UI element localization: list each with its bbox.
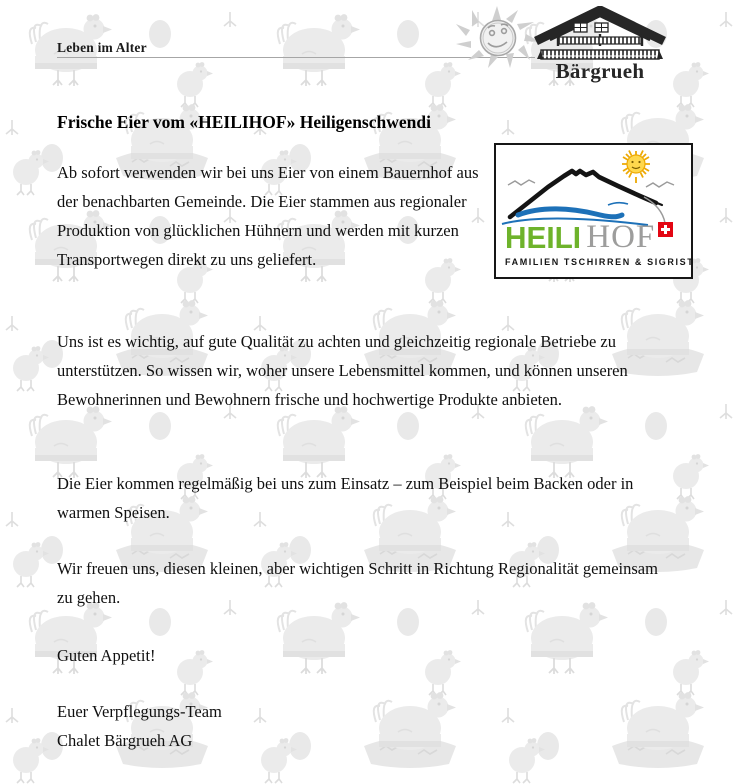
heilihof-logo [494,143,693,279]
signature-company: Chalet Bärgrueh AG [57,731,193,750]
heilihof-wordmark-heili: HEILI [505,220,582,255]
heilihof-wordmark [505,221,673,255]
chalet-house-icon [533,6,667,64]
paragraph-2: Uns ist es wichtig, auf gute Qualität zu achten und gleichzeitig regionale Betriebe zu unterstützen. So wissen wir, woher unsere Lebensmittel kommen, und können unseren Bewohnerinnen und Bewohnern frische und hochwertige Produkte anbieten. [57,332,628,409]
signature-team: Euer Verpflegungs-Team [57,702,222,721]
paragraph-3: Die Eier kommen regelmäßig bei uns zum Einsatz – zum Beispiel beim Backen oder in warmen Speisen. [57,474,634,522]
paragraph-4: Wir freuen uns, diesen kleinen, aber wichtigen Schritt in Richtung Regionalität gemeinsam zu gehen. [57,559,658,607]
brand-name: Bärgrueh [555,59,645,83]
heilihof-subtitle: FAMILIEN TSCHIRREN & SIGRIST [505,257,695,267]
header-tagline: Leben im Alter [57,40,147,55]
logo-sun-icon [622,151,650,184]
sun-face-icon [452,4,542,70]
closing-line: Guten Appetit! [57,646,156,665]
swiss-flag-icon [658,222,673,237]
heilihof-wordmark-hof: HOF [586,219,656,255]
letter-title: Frische Eier vom «HEILIHOF» Heiligenschwendi [57,112,431,132]
paragraph-1: Ab sofort verwenden wir bei uns Eier von einem Bauernhof aus der benachbarten Gemeinde. Die Eier stammen aus regionaler Produktion von glücklichen Hühnern und werden mit kurzen Transportwegen direkt zu uns geliefert. [57,163,479,269]
signature-block [57,697,665,755]
heilihof-mountain-scene [496,145,691,229]
